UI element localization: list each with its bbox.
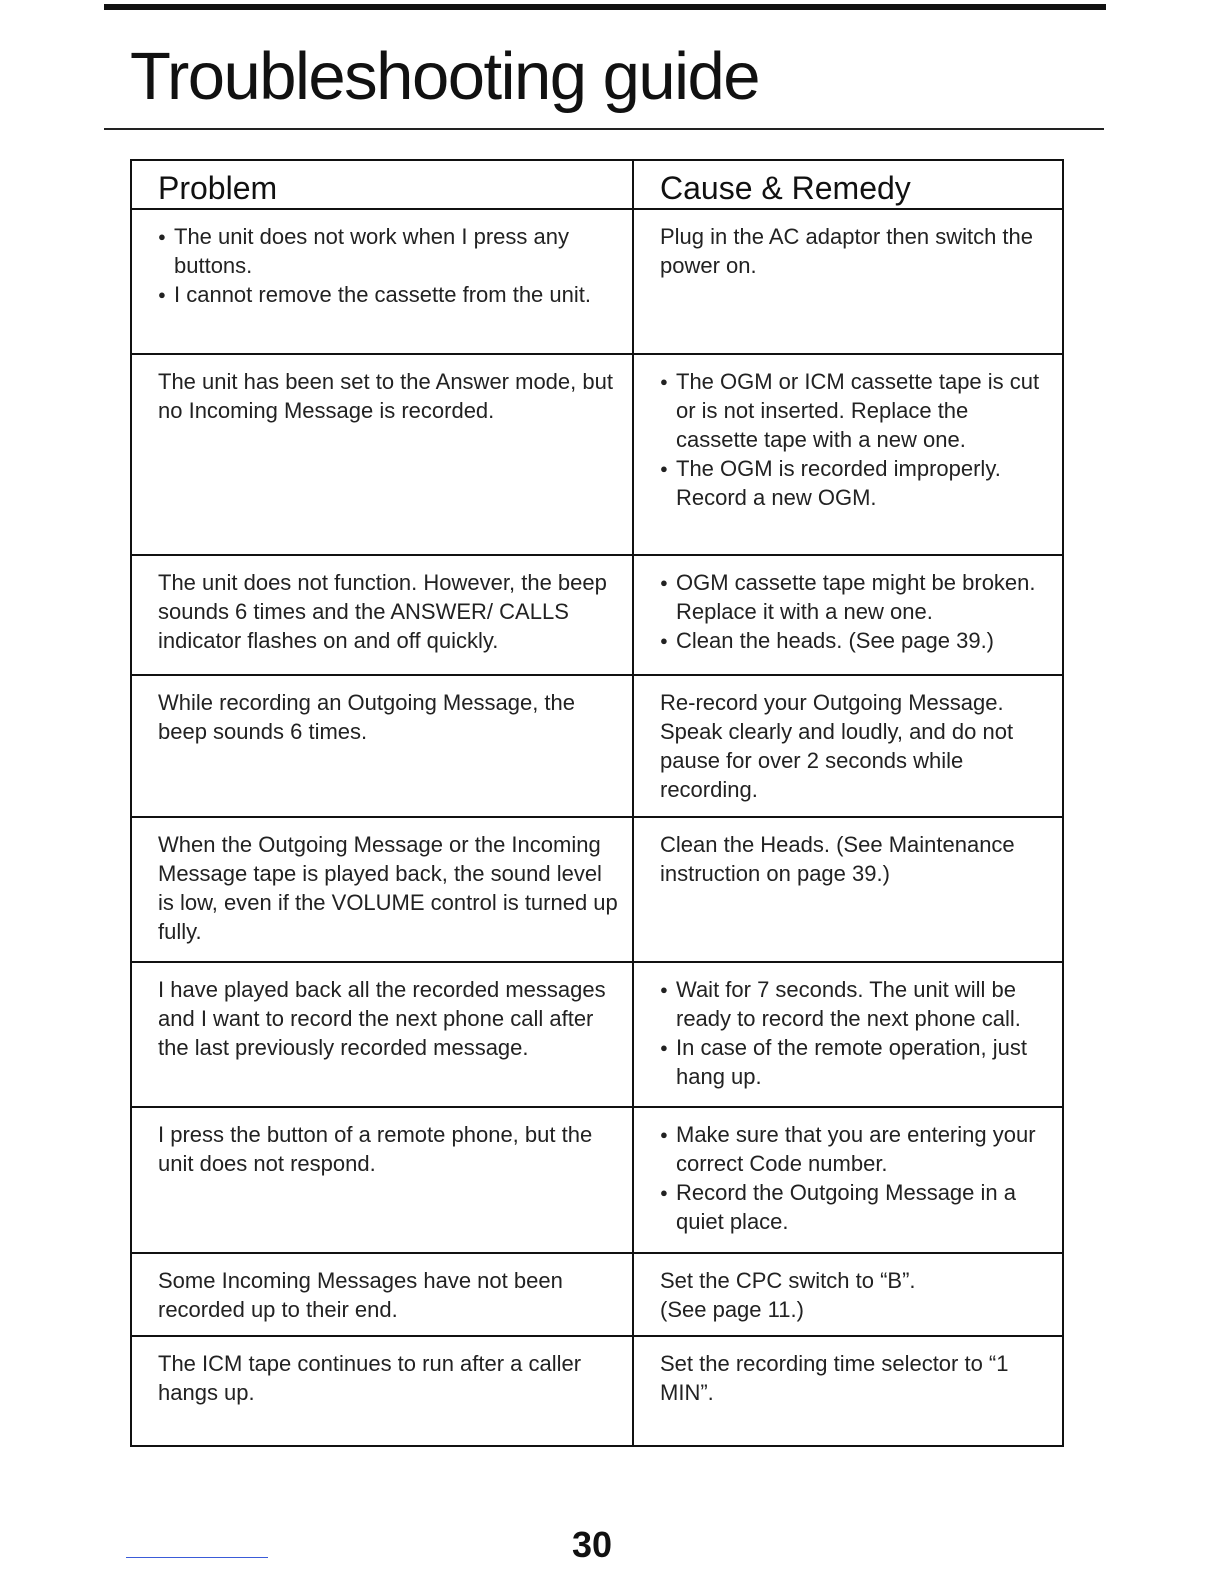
remedy-text: ● OGM cassette tape might be broken. Replace it with a new one.	[660, 568, 1052, 626]
problem-text: The unit has been set to the Answer mode, but no Incoming Message is recorded.	[158, 369, 613, 423]
remedy-text: Plug in the AC adaptor then switch the power on.	[660, 224, 1034, 278]
problem-text: ● The unit does not work when I press any buttons.	[158, 222, 618, 280]
table-row	[131, 354, 1063, 555]
problem-cell	[131, 1253, 633, 1336]
remedy-cell	[633, 209, 1063, 354]
problem-text: I have played back all the recorded messages and I want to record the next phone call after the last previously recorded message.	[158, 977, 606, 1060]
table-row	[131, 675, 1063, 817]
remedy-text: ● Wait for 7 seconds. The unit will be ready to record the next phone call.	[660, 975, 1052, 1033]
remedy-column-header: Cause & Remedy	[633, 160, 1063, 209]
table-row	[131, 962, 1063, 1107]
remedy-text: Clean the Heads. (See Maintenance instruction on page 39.)	[660, 832, 1015, 886]
remedy-text: ● Record the Outgoing Message in a quiet place.	[660, 1178, 1052, 1236]
problem-text: I press the button of a remote phone, but the unit does not respond.	[158, 1122, 593, 1176]
problem-text: When the Outgoing Message or the Incoming Message tape is played back, the sound level is low, even if the VOLUME control is turned up fully.	[158, 832, 618, 944]
problem-cell	[131, 817, 633, 962]
problem-cell	[131, 209, 633, 354]
problem-cell	[131, 675, 633, 817]
problem-cell	[131, 1107, 633, 1253]
problem-cell	[131, 962, 633, 1107]
table-row	[131, 209, 1063, 354]
remedy-text: Set the recording time selector to “1 MIN”.	[660, 1351, 1009, 1405]
top-rule	[104, 4, 1106, 10]
remedy-text: ● In case of the remote operation, just hang up.	[660, 1033, 1052, 1091]
table-header-row	[131, 160, 1063, 209]
problem-column-header: Problem	[131, 160, 633, 209]
page-number: 30	[572, 1524, 613, 1565]
problem-cell	[131, 354, 633, 555]
remedy-text: Re-record your Outgoing Message. Speak clearly and loudly, and do not pause for over 2 seconds while recording.	[660, 690, 1014, 802]
problem-text: The unit does not function. However, the beep sounds 6 times and the ANSWER/ CALLS indicator flashes on and off quickly.	[158, 570, 607, 653]
problem-text: Some Incoming Messages have not been recorded up to their end.	[158, 1268, 563, 1322]
problem-text: While recording an Outgoing Message, the beep sounds 6 times.	[158, 690, 576, 744]
remedy-text: ● Make sure that you are entering your correct Code number.	[660, 1120, 1052, 1178]
remedy-cell	[633, 1107, 1063, 1253]
remedy-text: ● The OGM or ICM cassette tape is cut or is not inserted. Replace the cassette tape with a new one.	[660, 367, 1052, 454]
table-row	[131, 1336, 1063, 1446]
table-row	[131, 555, 1063, 675]
remedy-text: Set the CPC switch to “B”.	[660, 1268, 916, 1293]
table-row	[131, 1107, 1063, 1253]
problem-text: The ICM tape continues to run after a caller hangs up.	[158, 1351, 582, 1405]
problem-cell	[131, 1336, 633, 1446]
table-row	[131, 817, 1063, 962]
troubleshooting-table	[130, 159, 1064, 1447]
remedy-text: ● Clean the heads. (See page 39.)	[660, 626, 1052, 655]
remedy-cell	[633, 1253, 1063, 1336]
remedy-text: (See page 11.)	[660, 1297, 804, 1322]
remedy-text: ● The OGM is recorded improperly. Record a new OGM.	[660, 454, 1052, 512]
table-row	[131, 1253, 1063, 1336]
page-title: Troubleshooting guide	[130, 39, 760, 114]
remedy-cell	[633, 555, 1063, 675]
remedy-cell	[633, 675, 1063, 817]
table-body	[131, 209, 1063, 1446]
remedy-cell	[633, 1336, 1063, 1446]
problem-text: ● I cannot remove the cassette from the unit.	[158, 280, 618, 309]
remedy-cell	[633, 817, 1063, 962]
remedy-cell	[633, 962, 1063, 1107]
footer-underline	[126, 1557, 268, 1558]
title-divider	[104, 128, 1104, 130]
problem-cell	[131, 555, 633, 675]
remedy-cell	[633, 354, 1063, 555]
